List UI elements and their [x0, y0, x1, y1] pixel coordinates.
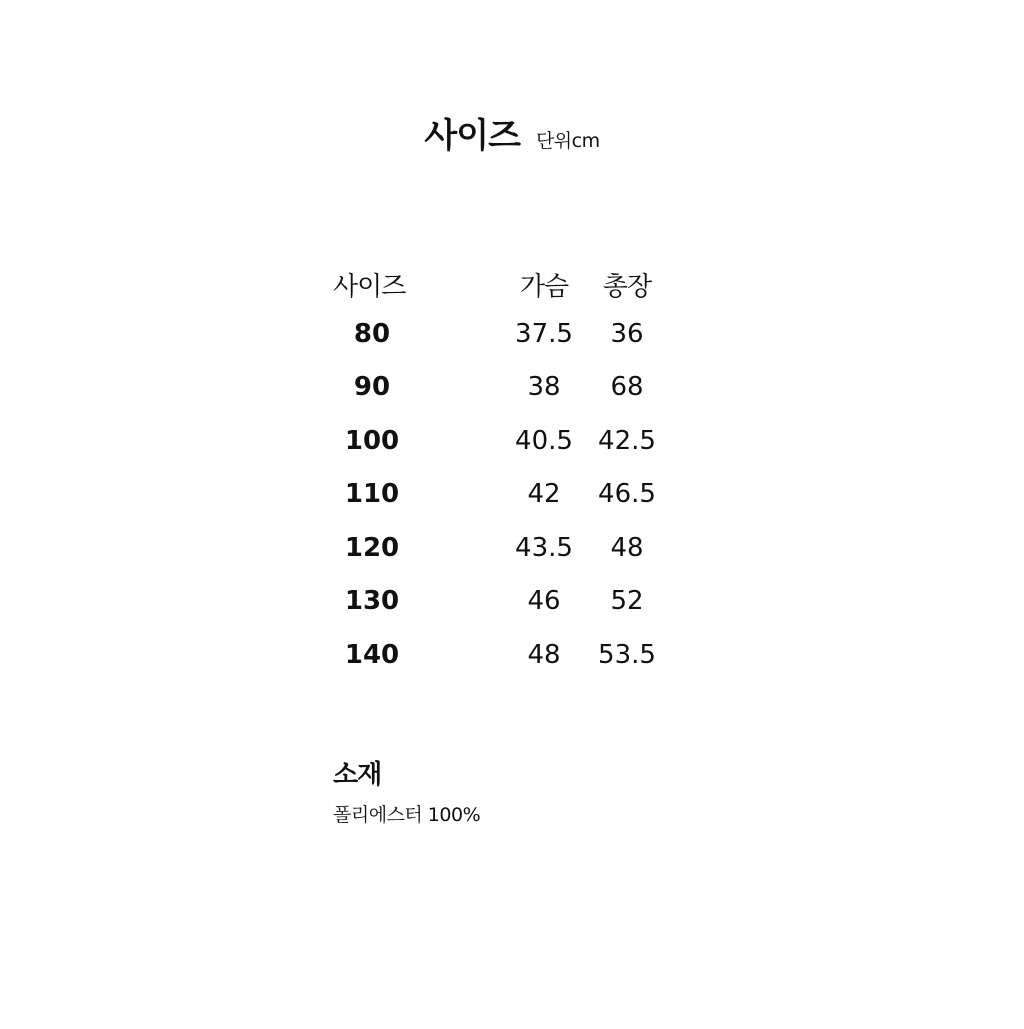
table-row [330, 468, 710, 522]
spacer-cell [414, 414, 502, 468]
length-cell: 36 [610, 318, 644, 349]
size-cell: 100 [344, 425, 400, 456]
header-spacer [414, 262, 502, 307]
length-cell: 53.5 [598, 639, 656, 670]
spacer-cell [414, 521, 502, 575]
page-title: 사이즈 [424, 116, 520, 156]
material-heading: 소재 [333, 760, 382, 790]
page-header [0, 108, 1024, 157]
chest-cell: 46 [527, 586, 561, 617]
header-size: 사이즈 [333, 272, 406, 302]
unit-label: 단위cm [535, 130, 600, 152]
length-cell: 42.5 [598, 425, 656, 456]
spacer-cell [414, 628, 502, 682]
size-cell: 120 [344, 532, 400, 563]
table-row [330, 361, 710, 415]
header-length: 총장 [602, 272, 652, 302]
chest-cell: 37.5 [515, 318, 573, 349]
table-row [330, 414, 710, 468]
length-cell: 46.5 [598, 479, 656, 510]
length-cell: 68 [610, 372, 644, 403]
table-row [330, 575, 710, 629]
chest-cell: 43.5 [515, 532, 573, 563]
size-cell: 140 [344, 639, 400, 670]
spacer-cell [414, 307, 502, 361]
table-row [330, 628, 710, 682]
spacer-cell [414, 468, 502, 522]
size-cell: 90 [353, 372, 391, 403]
length-cell: 52 [610, 586, 644, 617]
table-header-row [330, 262, 710, 307]
chest-cell: 42 [527, 479, 561, 510]
header-chest: 가슴 [519, 272, 569, 302]
table-row [330, 521, 710, 575]
chest-cell: 40.5 [515, 425, 573, 456]
size-cell: 80 [353, 318, 391, 349]
size-cell: 110 [344, 479, 400, 510]
chest-cell: 38 [527, 372, 561, 403]
length-cell: 48 [610, 532, 644, 563]
table-row [330, 307, 710, 361]
spacer-cell [414, 361, 502, 415]
chest-cell: 48 [527, 639, 561, 670]
material-value: 폴리에스터 100% [333, 804, 481, 826]
size-cell: 130 [344, 586, 400, 617]
spacer-cell [414, 575, 502, 629]
size-table [330, 262, 710, 682]
